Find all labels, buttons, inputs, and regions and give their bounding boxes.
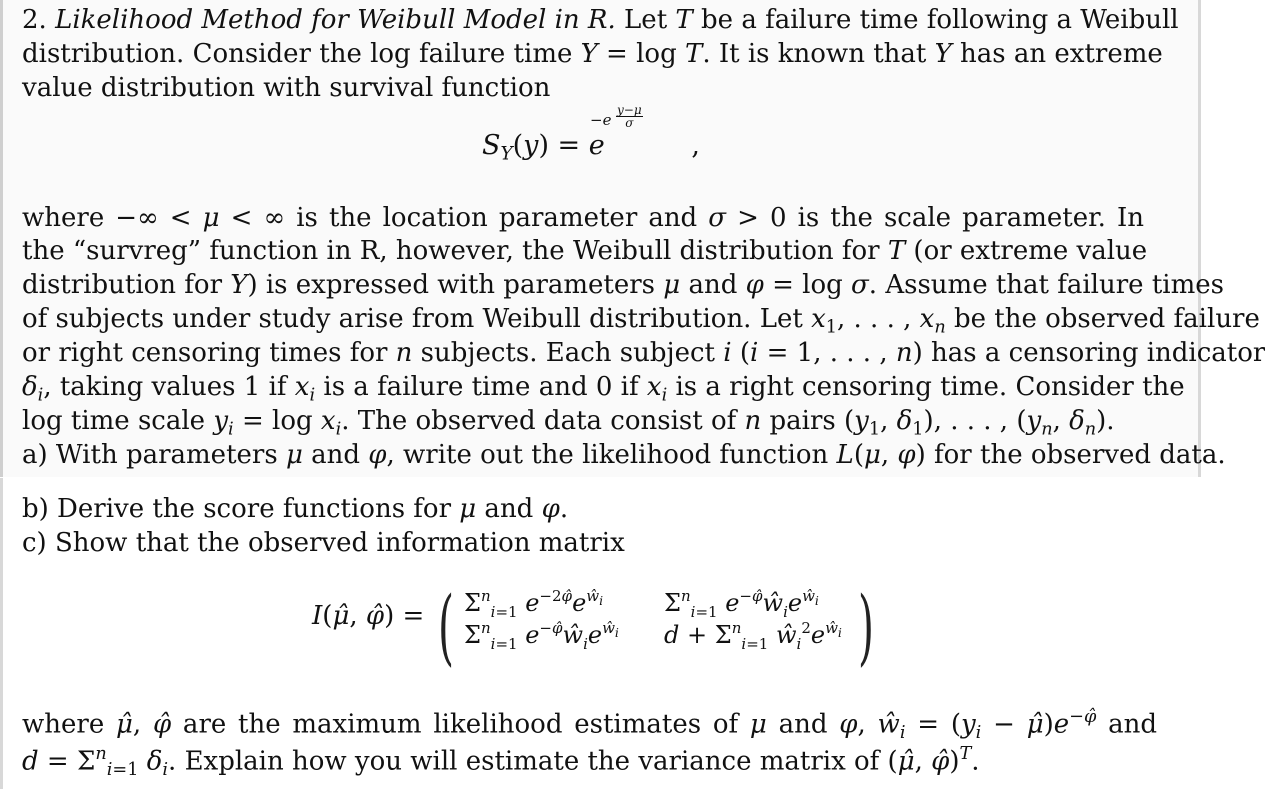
matrix-cell-11: $\Sigma^n_{i=1}$ $e^{-2\varphî}e^{ŵ_i}$ [464, 587, 604, 621]
para-line-2: the “survreg” function in R, however, the Weibull distribution for T (or extreme value [22, 236, 1148, 266]
right-paren: ) [858, 580, 874, 675]
para-line-6: $\delta_i$, taking values 1 if $x_i$ is a failure time and 0 if $x_i$ is a right censoring time. Consider the [22, 372, 1185, 406]
para-line-3: distribution for Y) is expressed with parameters μ and φ = log σ. Assume that failure times [22, 270, 1224, 300]
para-line-4: of subjects under study arise from Weibull distribution. Let $x_1$, . . . , $x_n$ be the observed failure [22, 304, 1260, 338]
matrix-cell-21: $\Sigma^n_{i=1}$ $e^{-\varphî}ŵ_ie^{ŵ_i}$ [464, 619, 619, 653]
matrix-lhs: I(μ̂, φ̂) = [312, 601, 425, 631]
para-line-1: where −∞ < μ < ∞ is the location parameter and σ > 0 is the scale parameter. In [22, 203, 1145, 233]
final-line-2: $d = \Sigma^n_{i=1}$ $\delta_i$. Explain how you will estimate the variance matrix of (μ̂, φ̂)$^T$. [22, 744, 980, 780]
final-line-1: where μ̂, φ̂ are the maximum likelihood estimates of μ and φ, $ŵ_i = (y_i$ − $\mû)e^{-\varphî}$ and [22, 707, 1157, 743]
para-line-5: or right censoring times for n subjects. Each subject i (i = 1, . . . , n) has a censoring indicator [22, 338, 1265, 368]
part-c: c) Show that the observed information matrix [22, 528, 625, 558]
intro-line-2: distribution. Consider the log failure time Y = log T. It is known that Y has an extreme [22, 39, 1163, 69]
intro-line-3: value distribution with survival function [22, 73, 551, 103]
para-line-7: log time scale $y_i = \log x_i$. The observed data consist of n pairs ($y_1$, $\delta_1$), . . . , ($y_n$, $\delta_n$). [22, 406, 1115, 440]
matrix-cell-12: $\Sigma^n_{i=1}$ $e^{-\varphî}ŵ_ie^{ŵ_i}$ [664, 587, 819, 621]
survival-function-equation: $S_Y(y) = e$ −e $\frac{y-\mu}{\sigma}$ , [482, 103, 700, 165]
part-b: b) Derive the score functions for μ and φ. [22, 494, 569, 524]
part-a: a) With parameters μ and φ, write out the likelihood function L(μ, φ) for the observed data. [22, 440, 1226, 470]
intro-line-1: 2. Likelihood Method for Weibull Model in R. Let T be a failure time following a Weibull [22, 5, 1179, 35]
matrix-cell-22: $d + \Sigma^n_{i=1}$ $ŵ_i^2e^{ŵ_i}$ [664, 619, 842, 653]
left-paren: ( [438, 580, 454, 675]
